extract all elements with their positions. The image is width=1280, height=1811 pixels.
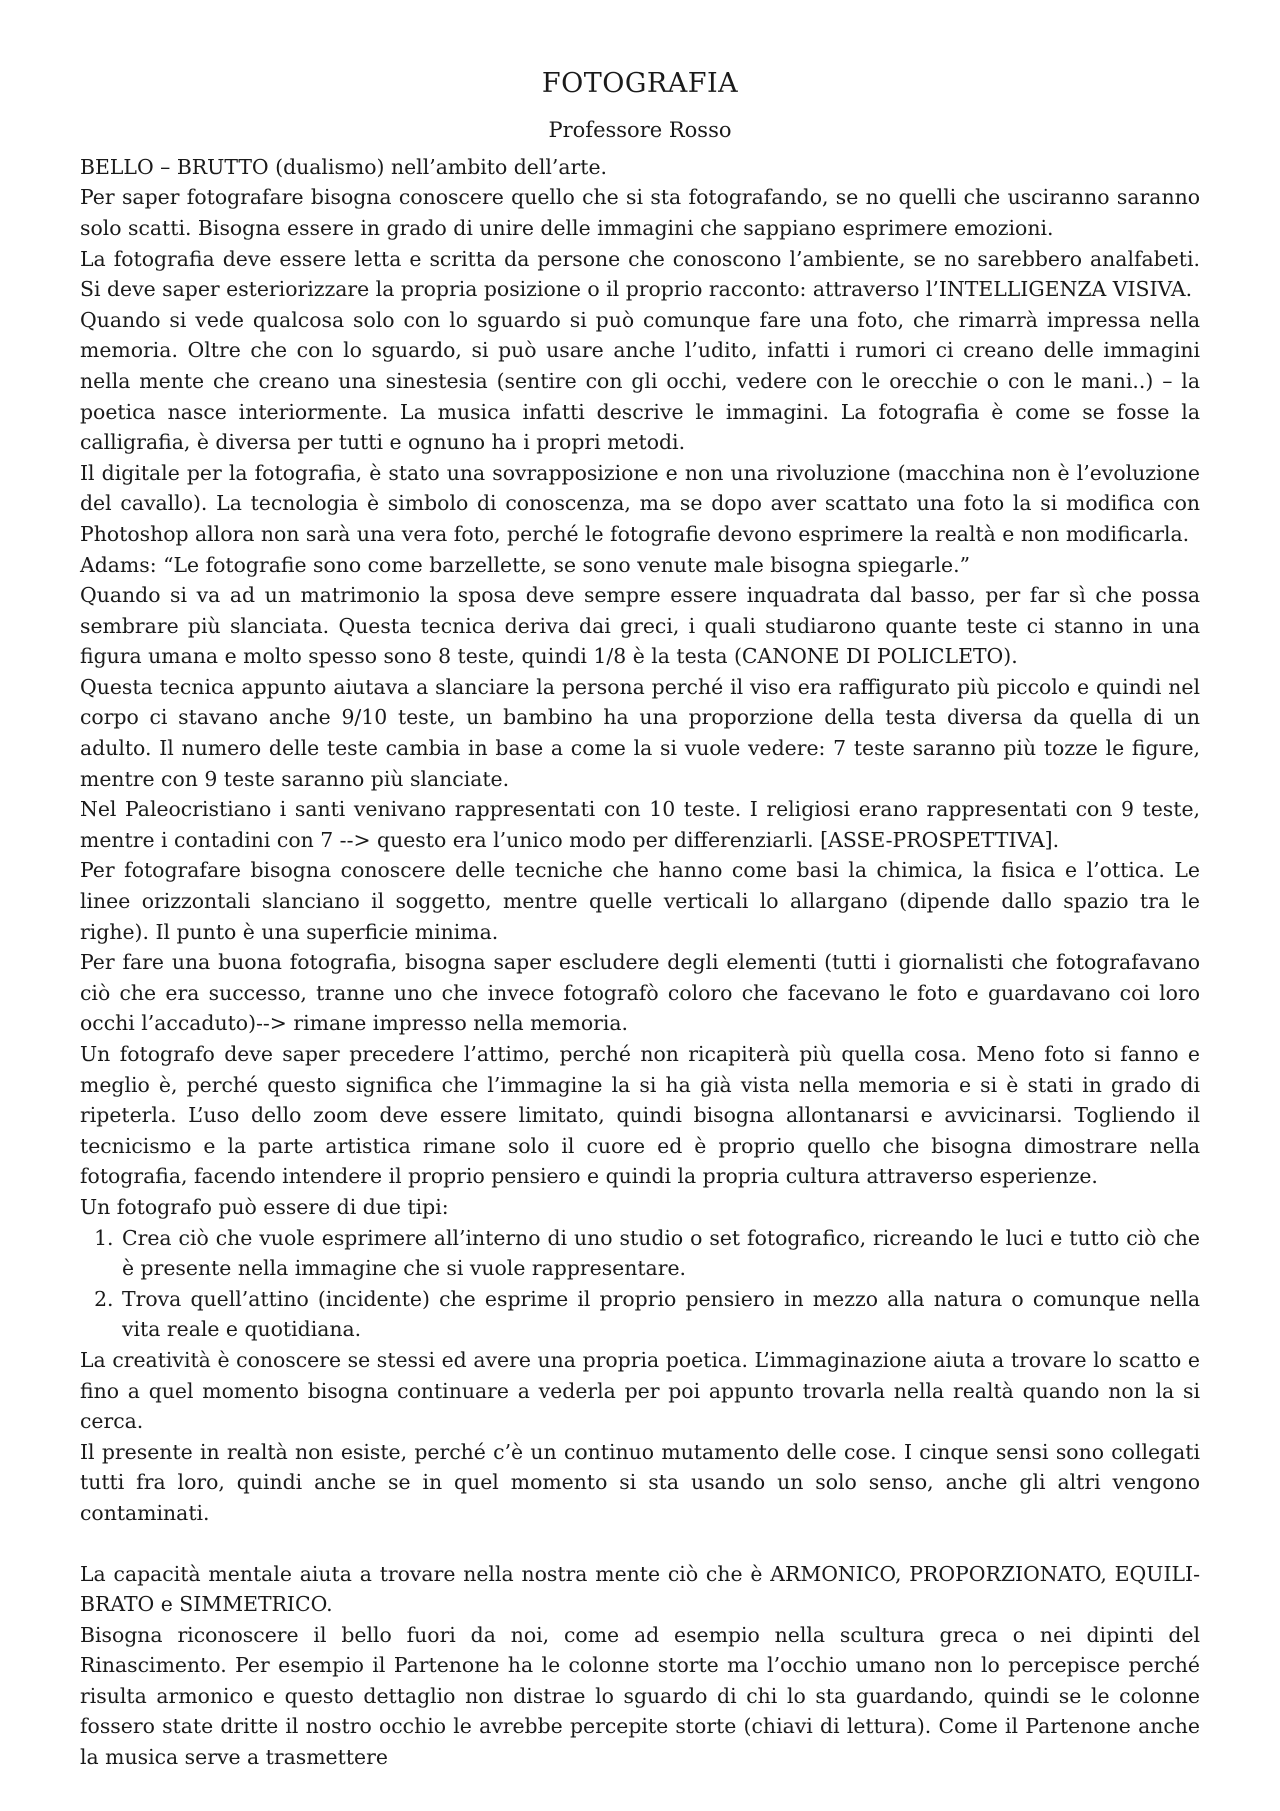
paragraph: Quando si vede qualcosa solo con lo sguardo si può comunque fare una foto, che rimarrà impressa nella memoria. Oltre che con lo sguardo, si può usare anche l’udito, infatti i rumori ci creano delle immagini nella mente che creano una sinestesia (sentire con gli occhi, vedere con le orecchie o con le mani..) – la poetica nasce interiormente. La musica infatti descrive le immagini. La fotografia è come se fosse la calligrafia, è diversa per tutti e ognuno ha i propri metodi. [80,307,1200,455]
document-author: Professore Rosso [548,118,732,143]
paragraph: Questa tecnica appunto aiutava a slanciare la persona perché il viso era raffigurato più piccolo e quindi nel corpo ci stavano anche 9/10 teste, un bambino ha una proporzione della testa diversa da quella di un adulto. Il numero delle teste cambia in base a come la si vuole vedere: 7 teste saranno più tozze le figure, mentre con 9 teste saranno più slanciate. [80,674,1200,791]
photographer-types-list [80,1223,1200,1345]
document-title: FOTOGRAFIA [541,68,739,99]
paragraph: BELLO – BRUTTO (dualismo) nell’ambito dell’arte. [80,154,608,179]
paragraph: La capacità mentale aiuta a trovare nella nostra mente ciò che è ARMONICO, PROPORZIONATO, EQUILIBRATO e SIMMETRICO. [80,1561,1200,1617]
paragraph: Bisogna riconoscere il bello fuori da noi, come ad esempio nella scultura greca o nei dipinti del Rinascimento. Per esempio il Partenone ha le colonne storte ma l’occhio umano non lo percepisce perché risulta armonico e questo dettaglio non distrae lo sguardo di chi lo sta guardando, quindi se le colonne fossero state dritte il nostro occhio le avrebbe percepite storte (chiavi di lettura). Come il Partenone anche la musica serve a trasmettere [80,1622,1200,1770]
list-item: 2. Trova quell’attino (incidente) che esprime il proprio pensiero in mezzo alla natura o comunque nella vita reale e quotidiana. [120,1284,1200,1345]
paragraph: Per saper fotografare bisogna conoscere quello che si sta fotografando, se no quelli che usciranno saranno solo scatti. Bisogna essere in grado di unire delle immagini che sappiano esprimere emozioni. [80,185,1200,240]
paragraph: Per fare una buona fotografia, bisogna saper escludere degli elementi (tutti i giornalisti che fotografavano ciò che era successo, tranne uno che invece fotografò coloro che facevano le foto e guardavano coi loro occhi l’accaduto)--> rimane impresso nella memoria. [80,950,1200,1036]
paragraph: La creatività è conoscere se stessi ed avere una propria poetica. L’immaginazione aiuta a trovare lo scatto e fino a quel momento bisogna continuare a vederla per poi appunto trovarla nella realtà quando non la si cerca. [80,1347,1200,1434]
paragraph: Un fotografo può essere di due tipi: [80,1194,449,1219]
paragraph: Un fotografo deve saper precedere l’attimo, perché non ricapiterà più quella cosa. Meno foto si fanno e meglio è, perché questo significa che l’immagine la si ha già vista nella memoria e si è stati in grado di ripeterla. L’uso dello zoom deve essere limitato, quindi bisogna allontanarsi e avvicinarsi. Togliendo il tecnicismo e la parte artistica rimane solo il cuore ed è proprio quello che bisogna dimostrare nella fotografia, facendo intendere il proprio pensiero e quindi la propria cultura attraverso esperienze. [80,1042,1200,1189]
document-body [80,152,1200,1773]
paragraph: Il digitale per la fotografia, è stato una sovrapposizione e non una rivoluzione (macchina non è l’evoluzione del cavallo). La tecnologia è simbolo di conoscenza, ma se dopo aver scattato una foto la si modifica con Photoshop allora non sarà una vera foto, perché le fotografie devono esprimere la realtà e non modificarla. [80,460,1200,546]
list-item: 1. Crea ciò che vuole esprimere all’interno di uno studio o set fotografico, ricreando le luci e tutto ciò che è presente nella immagine che si vuole rappresentare. [120,1223,1200,1284]
paragraph: La fotografia deve essere letta e scritta da persone che conoscono l’ambiente, se no sarebbero analfabeti. Si deve saper esteriorizzare la propria posizione o il proprio racconto: attraverso l’INTELLIGENZA VISIVA. [80,246,1200,302]
paragraph: Nel Paleocristiano i santi venivano rappresentati con 10 teste. I religiosi erano rappresentati con 9 teste, mentre i contadini con 7 --> questo era l’unico modo per differenziarli. [ASSE-PROSPETTIVA]. [80,797,1200,852]
paragraph: Il presente in realtà non esiste, perché c’è un continuo mutamento delle cose. I cinque sensi sono collegati tutti fra loro, quindi anche se in quel momento si sta usando un solo senso, anche gli altri vengono contaminati. [80,1439,1200,1525]
paragraph: Quando si va ad un matrimonio la sposa deve sempre essere inquadrata dal basso, per far sì che possa sembrare più slanciata. Questa tecnica deriva dai greci, i quali studiarono quante teste ci stanno in una figura umana e molto spesso sono 8 teste, quindi 1/8 è la testa (CANONE DI POLICLETO). [80,583,1200,669]
paragraph-gap [80,1529,1200,1559]
paragraph: Adams: “Le fotografie sono come barzellette, se sono venute male bisogna spiegarle.” [80,552,970,577]
paragraph: Per fotografare bisogna conoscere delle tecniche che hanno come basi la chimica, la fisica e l’ottica. Le linee orizzontali slanciano il soggetto, mentre quelle verticali lo allargano (dipende dallo spazio tra le righe). Il punto è una superficie minima. [80,858,1200,944]
